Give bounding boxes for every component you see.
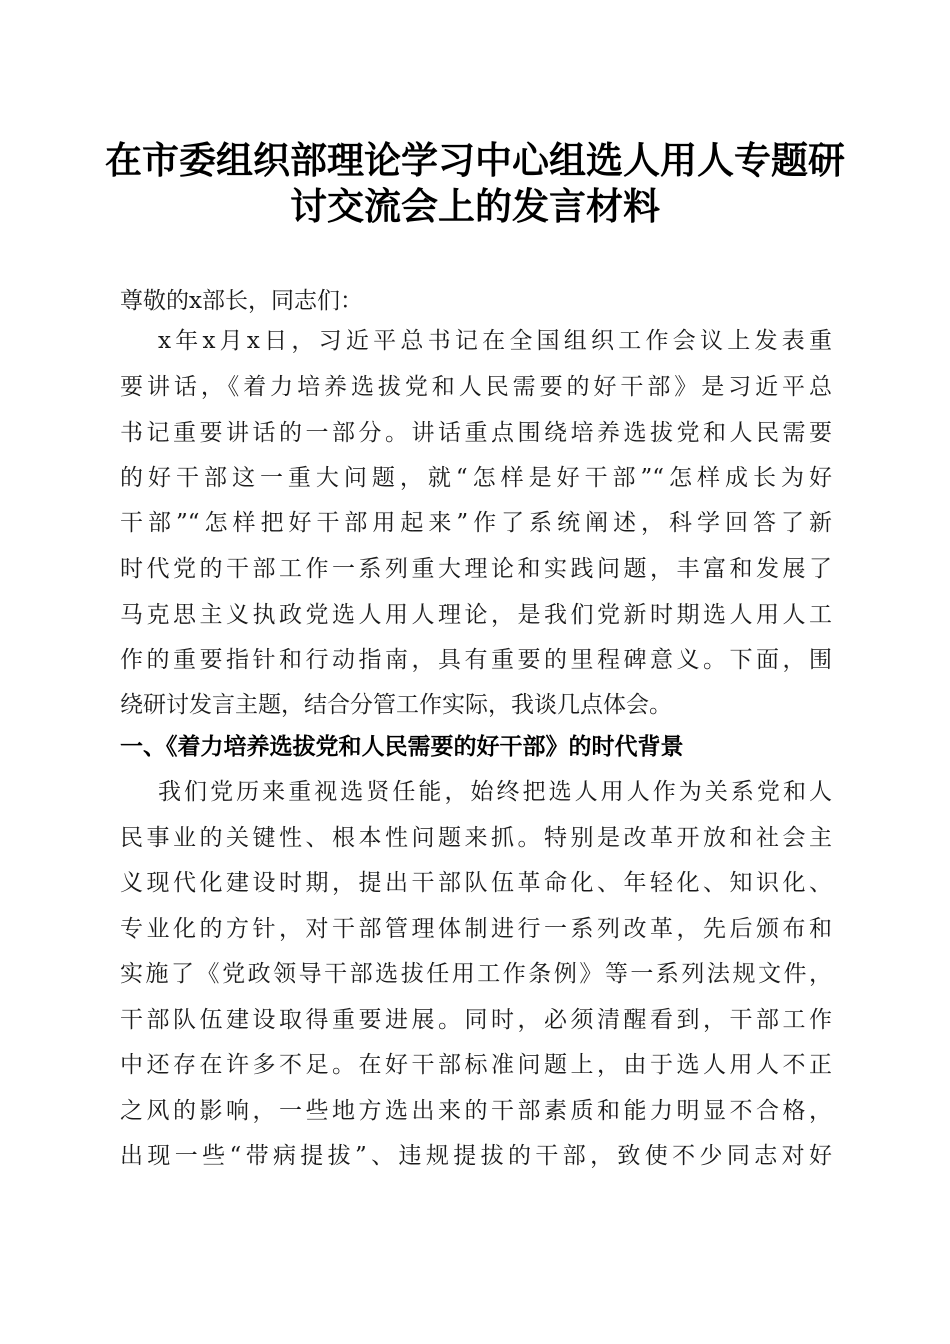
document-title-line-2: 讨交流会上的发言材料	[290, 184, 660, 228]
paragraph-1-line-3: 书记重要讲话的一部分。讲话重点围绕培养选拔党和人民需要	[120, 420, 832, 446]
paragraph-1-line-8: 作的重要指针和行动指南，具有重要的里程碑意义。下面，围	[120, 647, 832, 673]
paragraph-1-line-5: 干部”“怎样把好干部用起来”作了系统阐述，科学回答了新	[120, 510, 832, 536]
paragraph-2-line-3: 义现代化建设时期，提出干部队伍革命化、年轻化、知识化、	[120, 870, 832, 896]
paragraph-1-line-4: 的好干部这一重大问题，就“怎样是好干部”“怎样成长为好	[120, 465, 832, 491]
paragraph-1-line-9: 绕研讨发言主题，结合分管工作实际，我谈几点体会。	[120, 692, 672, 718]
paragraph-2-line-4: 专业化的方针，对干部管理体制进行一系列改革，先后颁布和	[120, 916, 832, 942]
paragraph-1-line-6: 时代党的干部工作一系列重大理论和实践问题，丰富和发展了	[120, 556, 832, 582]
paragraph-2-line-9: 出现一些“带病提拔”、违规提拔的干部，致使不少同志对好	[120, 1143, 832, 1169]
section-1-heading: 一、《着力培养选拔党和人民需要的好干部》的时代背景	[120, 734, 684, 760]
paragraph-2-line-1: 我们党历来重视选贤任能，始终把选人用人作为关系党和人	[158, 779, 832, 805]
paragraph-2-line-6: 干部队伍建设取得重要进展。同时，必须清醒看到，干部工作	[120, 1007, 832, 1033]
paragraph-2-line-7: 中还存在许多不足。在好干部标准问题上，由于选人用人不正	[120, 1052, 832, 1078]
paragraph-1-line-1: x年x月x日，习近平总书记在全国组织工作会议上发表重	[158, 328, 832, 354]
paragraph-2-line-5: 实施了《党政领导干部选拔任用工作条例》等一系列法规文件，	[120, 961, 832, 987]
paragraph-1-line-2: 要讲话，《着力培养选拔党和人民需要的好干部》是习近平总	[120, 374, 832, 400]
paragraph-1-line-7: 马克思主义执政党选人用人理论，是我们党新时期选人用人工	[120, 602, 832, 628]
paragraph-2-line-8: 之风的影响，一些地方选出来的干部素质和能力明显不合格，	[120, 1098, 832, 1124]
paragraph-2-line-2: 民事业的关键性、根本性问题来抓。特别是改革开放和社会主	[120, 825, 832, 851]
salutation: 尊敬的x部长，同志们：	[120, 288, 363, 314]
document-title-line-1: 在市委组织部理论学习中心组选人用人专题研	[105, 138, 845, 182]
